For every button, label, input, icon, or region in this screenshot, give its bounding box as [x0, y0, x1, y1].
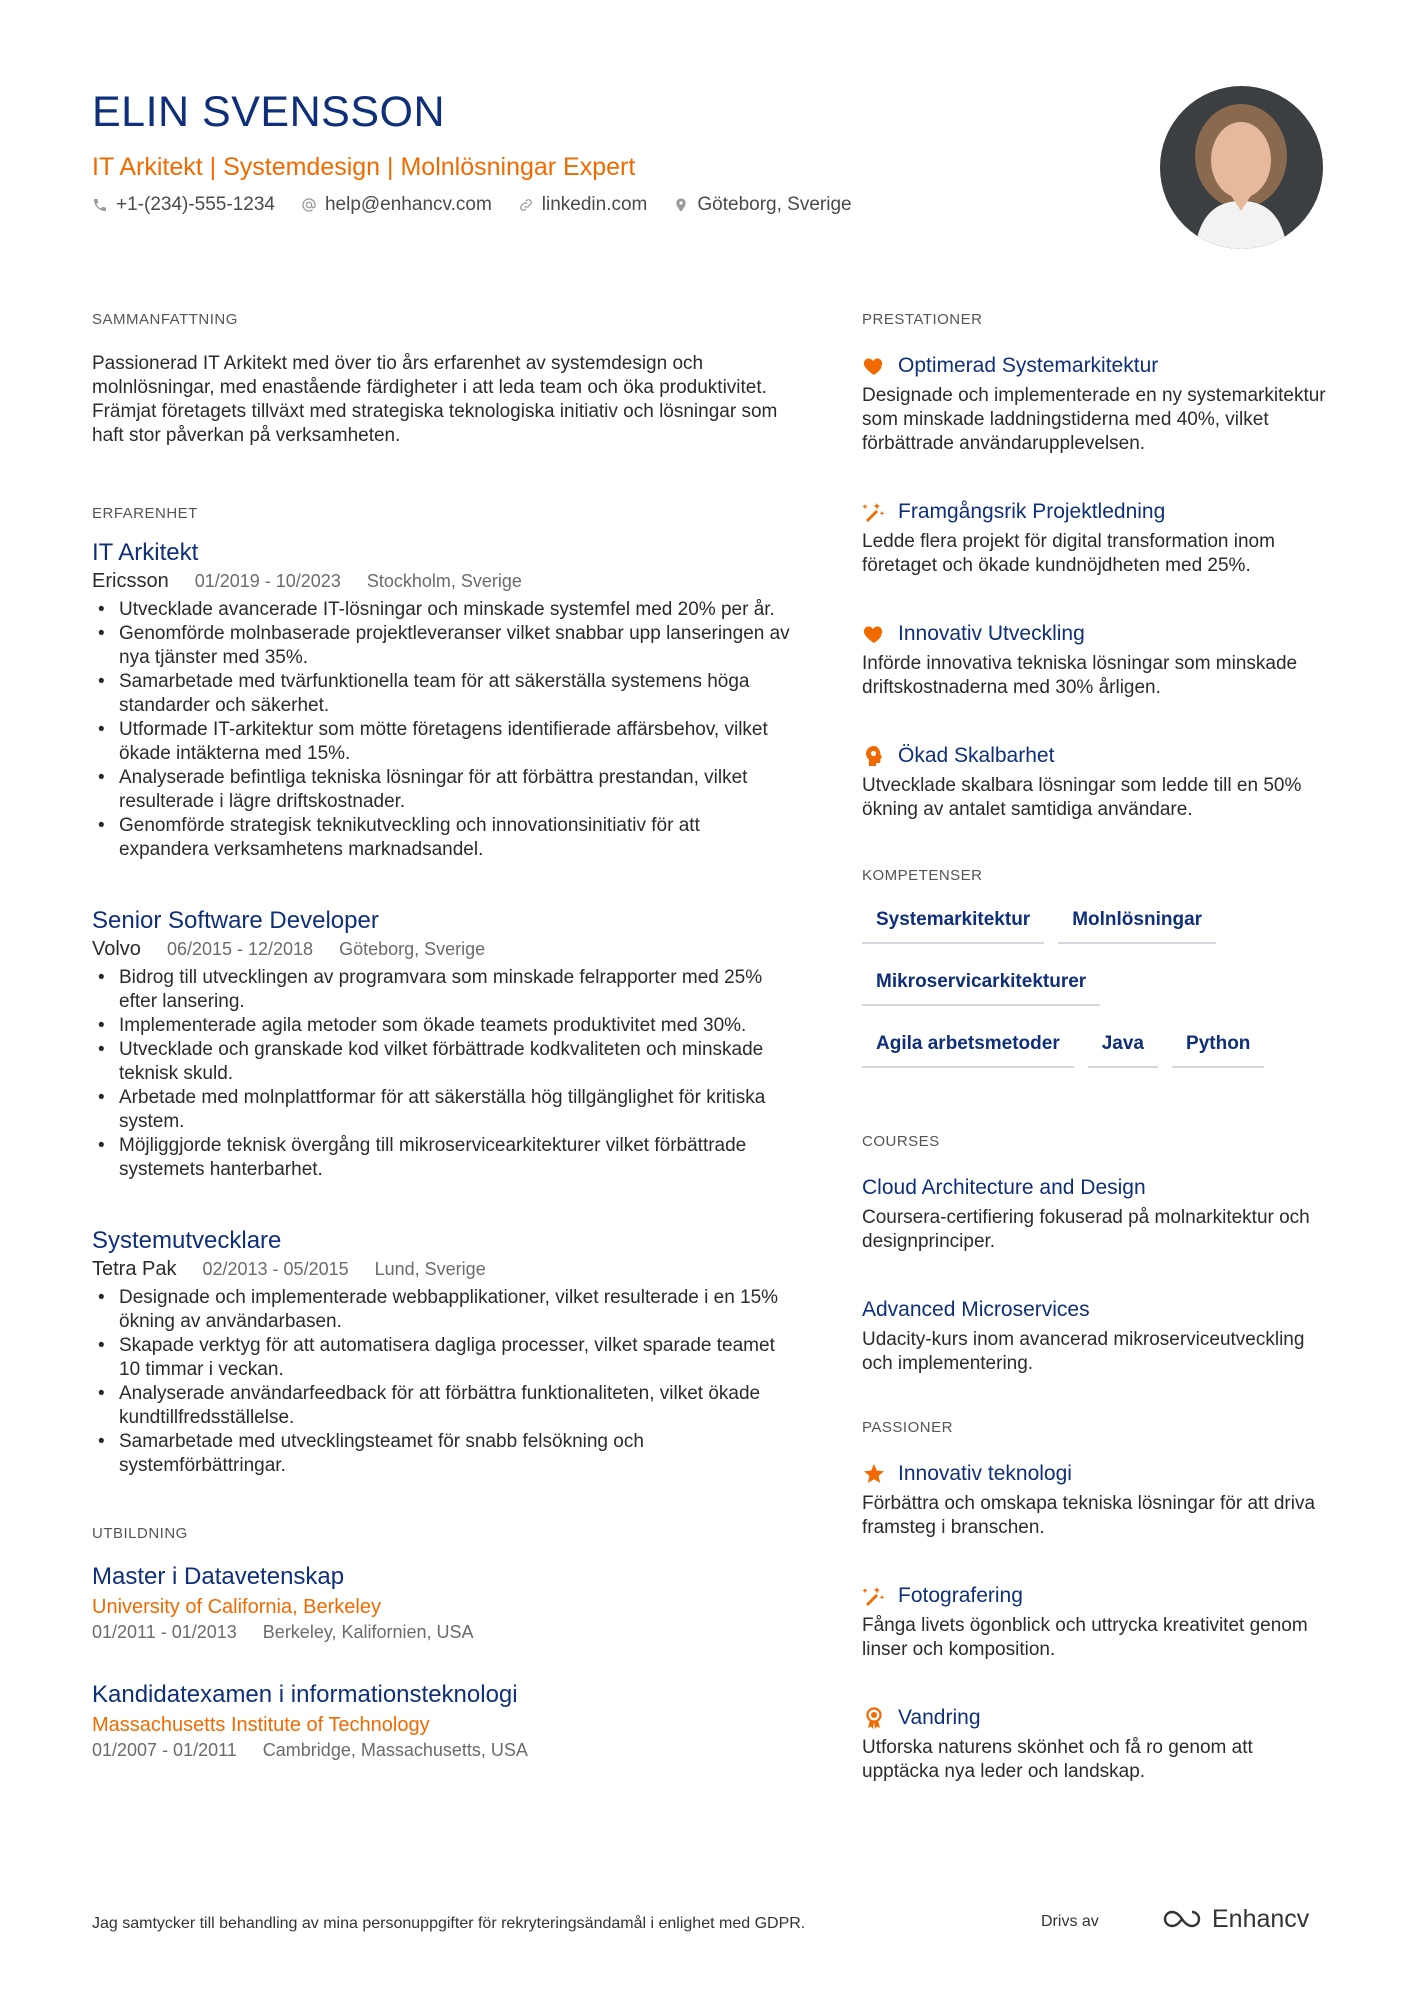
achievement-desc: Införde innovativa tekniska lösningar som minskade driftskostnaderna med 30% årligen.: [862, 653, 1298, 698]
section-title-achievements: PRESTATIONER: [862, 311, 983, 328]
job-location: Stockholm, Sverige: [366, 571, 522, 591]
left-column: [92, 310, 792, 1822]
passion-title: Innovativ teknologi: [898, 1462, 1072, 1485]
star-icon: [862, 1462, 886, 1486]
passion-desc: Fånga livets ögonblick och uttrycka kreativitet genom linser och komposition.: [862, 1615, 1308, 1660]
email-text: help@enhancv.com: [324, 194, 492, 215]
section-title-passions: PASSIONER: [862, 1419, 953, 1436]
job-company: Volvo: [92, 938, 141, 960]
skill-tag: Systemarkitektur: [862, 900, 1044, 944]
skill-tag: Python: [1172, 1024, 1264, 1068]
job-title: IT Arkitekt: [92, 539, 199, 566]
achievement-desc: Utvecklade skalbara lösningar som ledde till en 50% ökning av antalet samtidiga användare.: [862, 775, 1302, 820]
summary-text: Passionerad IT Arkitekt med över tio års erfarenhet av systemdesign och molnlösningar, med enastående färdigheter i att leda team och öka produktivitet. Främjat företagets tillväxt med strategiska teknologiska initiativ och lösningar som haft stor påverkan på verksamheten.: [92, 353, 778, 446]
achievement-item: [862, 620, 1332, 700]
education-school: University of California, Berkeley: [92, 1596, 381, 1618]
phone-text: +1-(234)-555-1234: [116, 194, 275, 215]
candidate-name: ELIN SVENSSON: [92, 88, 445, 136]
at-icon: [301, 197, 317, 213]
magic-wand-icon: [862, 500, 886, 524]
link-icon: [518, 197, 534, 213]
powered-by-label: Drivs av: [1041, 1913, 1099, 1930]
infinity-logo-icon: [1160, 1907, 1204, 1931]
contact-linkedin[interactable]: [518, 192, 648, 218]
section-title-courses: COURSES: [862, 1133, 940, 1150]
job-bullet: • Genomförde strategisk teknikutveckling och innovationsinitiativ för att expandera verksamhetens marknadsandel.: [92, 814, 792, 862]
job-bullet: • Utvecklade avancerade IT-lösningar och minskade systemfel med 20% per år.: [92, 598, 792, 622]
candidate-headline: IT Arkitekt | Systemdesign | Molnlösningar Expert: [92, 153, 636, 181]
skill-tag: Mikroservicarkitekturer: [862, 962, 1100, 1006]
skill-tag: Java: [1088, 1024, 1158, 1068]
education-meta: [92, 1738, 792, 1762]
job-dates: 01/2019 - 10/2023: [194, 571, 341, 591]
heart-icon: [862, 622, 886, 646]
education-degree: Kandidatexamen i informationsteknologi: [92, 1681, 518, 1708]
job-bullet: • Analyserade användarfeedback för att förbättra funktionaliteten, vilket ökade kundtillfredsställelse.: [92, 1382, 792, 1430]
course-desc: Coursera-certifiering fokuserad på molnarkitektur och designprinciper.: [862, 1207, 1310, 1252]
job-meta: [92, 936, 792, 962]
passion-title: Vandring: [898, 1706, 981, 1729]
job-dates: 02/2013 - 05/2015: [202, 1259, 349, 1279]
education-section: [92, 1524, 792, 1762]
section-title-summary: SAMMANFATTNING: [92, 311, 238, 328]
avatar: [1160, 86, 1323, 249]
contact-row: [92, 192, 1142, 218]
achievement-item: [862, 352, 1332, 456]
experience-section: [92, 504, 792, 1478]
education-entry: [92, 1562, 792, 1644]
skills-section: [862, 866, 1332, 1068]
passion-desc: Utforska naturens skönhet och få ro genom att upptäcka nya leder och landskap.: [862, 1737, 1253, 1782]
job-bullets: [92, 1286, 792, 1478]
job-entry: [92, 906, 792, 1182]
education-location: Cambridge, Massachusetts, USA: [262, 1740, 528, 1760]
job-bullets: [92, 966, 792, 1182]
job-bullet: • Genomförde molnbaserade projektleveranser vilket snabbar upp lanseringen av nya tjänster med 35%.: [92, 622, 792, 670]
education-dates: 01/2007 - 01/2011: [92, 1740, 237, 1760]
achievement-item: [862, 498, 1332, 578]
brand-name: Enhancv: [1212, 1905, 1310, 1933]
gdpr-consent-text: Jag samtycker till behandling av mina personuppgifter för rekryteringsändamål i enlighet med GDPR.: [92, 1915, 806, 1932]
resume-header: [92, 86, 1142, 218]
achievement-desc: Ledde flera projekt för digital transformation inom företaget och ökade kundnöjdheten med 25%.: [862, 531, 1275, 576]
skill-tag: Molnlösningar: [1058, 900, 1216, 944]
achievement-title: Optimerad Systemarkitektur: [898, 354, 1159, 377]
award-icon: [862, 1706, 886, 1730]
job-bullet: • Samarbetade med utvecklingsteamet för snabb felsökning och systemförbättringar.: [92, 1430, 792, 1478]
contact-email[interactable]: [301, 192, 492, 218]
location-text: Göteborg, Sverige: [697, 194, 852, 215]
achievement-item: [862, 742, 1332, 822]
achievement-title: Ökad Skalbarhet: [898, 744, 1055, 767]
contact-location: [673, 192, 851, 218]
job-meta: [92, 1256, 792, 1282]
job-bullet: • Utvecklade och granskade kod vilket förbättrade kodkvaliteten och minskade teknisk skuld.: [92, 1038, 792, 1086]
job-bullet: • Möjliggjorde teknisk övergång till mikroservicearkitekturer vilket förbättrade systemets hanterbarhet.: [92, 1134, 792, 1182]
education-degree: Master i Datavetenskap: [92, 1563, 345, 1590]
section-title-experience: ERFARENHET: [92, 505, 198, 522]
job-bullet: • Utformade IT-arkitektur som mötte företagens identifierade affärsbehov, vilket ökade intäkterna med 15%.: [92, 718, 792, 766]
passion-desc: Förbättra och omskapa tekniska lösningar för att driva framsteg i branschen.: [862, 1493, 1316, 1538]
course-item: [862, 1296, 1332, 1376]
location-pin-icon: [673, 197, 689, 213]
job-bullet: • Designade och implementerade webbapplikationer, vilket resulterade i en 15% ökning av användarbasen.: [92, 1286, 792, 1334]
passion-item: [862, 1704, 1332, 1784]
job-company: Ericsson: [92, 570, 169, 592]
passions-section: [862, 1418, 1332, 1784]
phone-icon: [92, 197, 108, 213]
job-bullet: • Bidrog till utvecklingen av programvara som minskade felrapporter med 25% efter lansering.: [92, 966, 792, 1014]
courses-section: [862, 1132, 1332, 1376]
section-title-education: UTBILDNING: [92, 1525, 188, 1542]
enhancv-logo[interactable]: [1160, 1904, 1309, 1934]
linkedin-text: linkedin.com: [541, 194, 648, 215]
skill-tag: Agila arbetsmetoder: [862, 1024, 1074, 1068]
job-company: Tetra Pak: [92, 1258, 177, 1280]
job-location: Göteborg, Sverige: [339, 939, 486, 959]
job-bullet: • Implementerade agila metoder som ökade teamets produktivitet med 30%.: [92, 1014, 792, 1038]
passion-item: [862, 1460, 1332, 1540]
job-bullet: • Arbetade med molnplattformar för att säkerställa hög tillgänglighet för kritiska system.: [92, 1086, 792, 1134]
job-title: Systemutvecklare: [92, 1227, 282, 1254]
passion-title: Fotografering: [898, 1584, 1023, 1607]
job-bullet: • Skapade verktyg för att automatisera dagliga processer, vilket sparade teamet 10 timmar i veckan.: [92, 1334, 792, 1382]
job-entry: [92, 1226, 792, 1478]
job-bullets: [92, 598, 792, 862]
summary-section: [92, 310, 792, 448]
job-title: Senior Software Developer: [92, 907, 379, 934]
job-entry: [92, 538, 792, 862]
section-title-skills: KOMPETENSER: [862, 867, 983, 884]
education-location: Berkeley, Kalifornien, USA: [262, 1622, 474, 1642]
course-title: Advanced Microservices: [862, 1298, 1090, 1321]
course-desc: Udacity-kurs inom avancerad mikroserviceutveckling och implementering.: [862, 1329, 1305, 1374]
magic-wand-icon: [862, 1584, 886, 1608]
course-item: [862, 1174, 1332, 1254]
job-location: Lund, Sverige: [374, 1259, 486, 1279]
contact-phone: [92, 192, 275, 218]
passion-item: [862, 1582, 1332, 1662]
job-bullet: • Analyserade befintliga tekniska lösningar för att förbättra prestandan, vilket resulterade i lägre driftskostnader.: [92, 766, 792, 814]
head-gear-icon: [862, 744, 886, 768]
achievements-section: [862, 310, 1332, 822]
right-column: [862, 310, 1332, 1844]
course-title: Cloud Architecture and Design: [862, 1176, 1146, 1199]
achievement-desc: Designade och implementerade en ny systemarkitektur som minskade laddningstiderna med 40%, vilket förbättrade användarupplevelsen.: [862, 385, 1326, 454]
job-bullet: • Samarbetade med tvärfunktionella team för att säkerställa systemens höga standarder och säkerhet.: [92, 670, 792, 718]
achievement-title: Framgångsrik Projektledning: [898, 500, 1166, 523]
skills-list: [862, 900, 1322, 1068]
education-dates: 01/2011 - 01/2013: [92, 1622, 237, 1642]
education-meta: [92, 1620, 792, 1644]
job-dates: 06/2015 - 12/2018: [166, 939, 314, 959]
education-school: Massachusetts Institute of Technology: [92, 1714, 430, 1736]
education-entry: [92, 1680, 792, 1762]
heart-icon: [862, 354, 886, 378]
achievement-title: Innovativ Utveckling: [898, 622, 1085, 645]
job-meta: [92, 568, 792, 594]
